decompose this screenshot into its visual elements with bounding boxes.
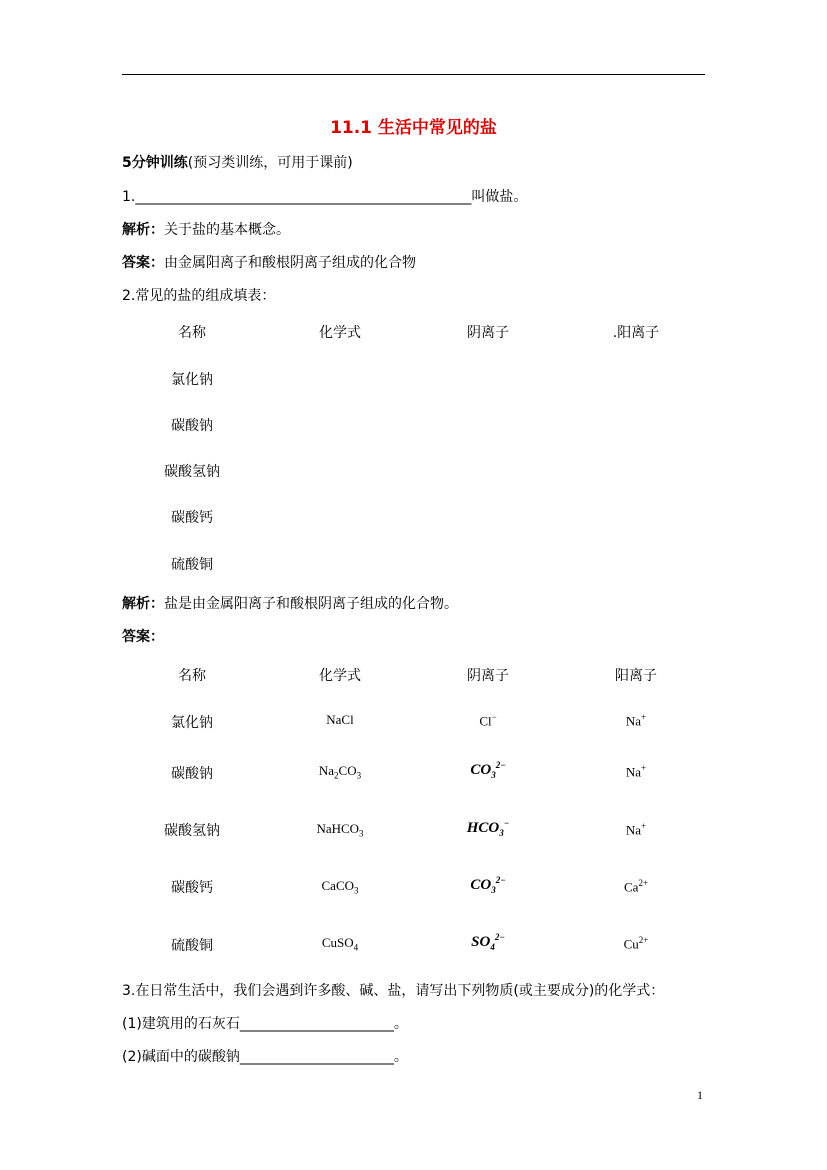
q2-analysis-label: 解析： xyxy=(122,596,164,612)
answer-row-cation: $Cu^{2+}$ xyxy=(623,935,649,952)
blank-row-name: 碳酸钠 xyxy=(171,418,213,434)
page-number: 1 xyxy=(697,1088,703,1102)
q1-answer-text: 由金属阳离子和酸根阴离子组成的化合物 xyxy=(164,255,416,271)
q2-analysis-text: 盐是由金属阳离子和酸根阴离子组成的化合物。 xyxy=(164,596,458,612)
answer-row-name: 硫酸铜 xyxy=(171,938,213,954)
page-title: 11.1 生活中常见的盐 xyxy=(330,118,497,138)
q3-item: (1)建筑用的石灰石______________________。 xyxy=(122,1016,408,1032)
answer-row-formula: CaCO$_3$ xyxy=(321,878,359,896)
answer-row-cation: $Ca^{2+}$ xyxy=(623,878,649,895)
blank-header-anion: 阴离子 xyxy=(467,325,509,341)
answer-row-name: 碳酸钙 xyxy=(171,880,213,896)
question-1: 1.________________________________________________叫做盐。 xyxy=(122,189,528,205)
answer-row-anion: $HCO_3^-$ xyxy=(466,818,510,838)
answer-header-anion: 阴离子 xyxy=(467,668,509,684)
answer-row-name: 碳酸钠 xyxy=(171,766,213,782)
blank-header-formula: 化学式 xyxy=(319,325,361,341)
section-heading xyxy=(122,152,353,172)
q3-item: (2)碱面中的碳酸钠______________________。 xyxy=(122,1049,408,1065)
answer-row-formula: NaCl xyxy=(326,712,354,727)
q1-analysis xyxy=(122,219,290,239)
blank-row-name: 氯化钠 xyxy=(171,372,213,388)
question-2: 2.常见的盐的组成填表： xyxy=(122,288,276,304)
question-3: 3.在日常生活中，我们会遇到许多酸、碱、盐，请写出下列物质(或主要成分)的化学式： xyxy=(122,983,665,999)
q1-answer-label: 答案： xyxy=(122,255,164,271)
answer-row-anion: Cl− xyxy=(479,712,497,729)
section-label: 5分钟训练 xyxy=(122,155,188,171)
answer-row-formula: CuSO$_4$ xyxy=(321,935,359,953)
blank-row-name: 碳酸氢钠 xyxy=(164,464,220,480)
answer-row-name: 氯化钠 xyxy=(171,715,213,731)
q2-answer-label: 答案： xyxy=(122,629,164,645)
q1-analysis-label: 解析： xyxy=(122,222,164,238)
answer-row-formula: $Na_2CO_3$ xyxy=(318,763,362,781)
q2-analysis xyxy=(122,593,458,613)
answer-row-cation: Na+ xyxy=(625,763,647,780)
blank-row-name: 碳酸钙 xyxy=(171,510,213,526)
section-note: (预习类训练，可用于课前) xyxy=(187,155,353,171)
blank-row-name: 硫酸铜 xyxy=(171,557,213,573)
answer-header-name: 名称 xyxy=(178,668,206,684)
answer-row-cation: Na+ xyxy=(625,712,647,729)
answer-header-cation: 阳离子 xyxy=(615,668,657,684)
q1-answer xyxy=(122,252,416,272)
answer-row-anion: $SO_4^{2-}$ xyxy=(471,932,505,952)
q1-analysis-text: 关于盐的基本概念。 xyxy=(164,222,290,238)
answer-row-formula: NaHCO$_3$ xyxy=(316,821,364,839)
answer-row-anion: $CO_3^{2-}$ xyxy=(470,875,506,895)
answer-row-anion: $CO_3^{2-}$ xyxy=(470,760,506,780)
header-rule xyxy=(122,74,705,75)
answer-row-cation: Na+ xyxy=(625,821,647,838)
blank-header-cation: .阳离子 xyxy=(612,325,660,341)
blank-header-name: 名称 xyxy=(178,325,206,341)
answer-header-formula: 化学式 xyxy=(319,668,361,684)
answer-row-name: 碳酸氢钠 xyxy=(164,823,220,839)
